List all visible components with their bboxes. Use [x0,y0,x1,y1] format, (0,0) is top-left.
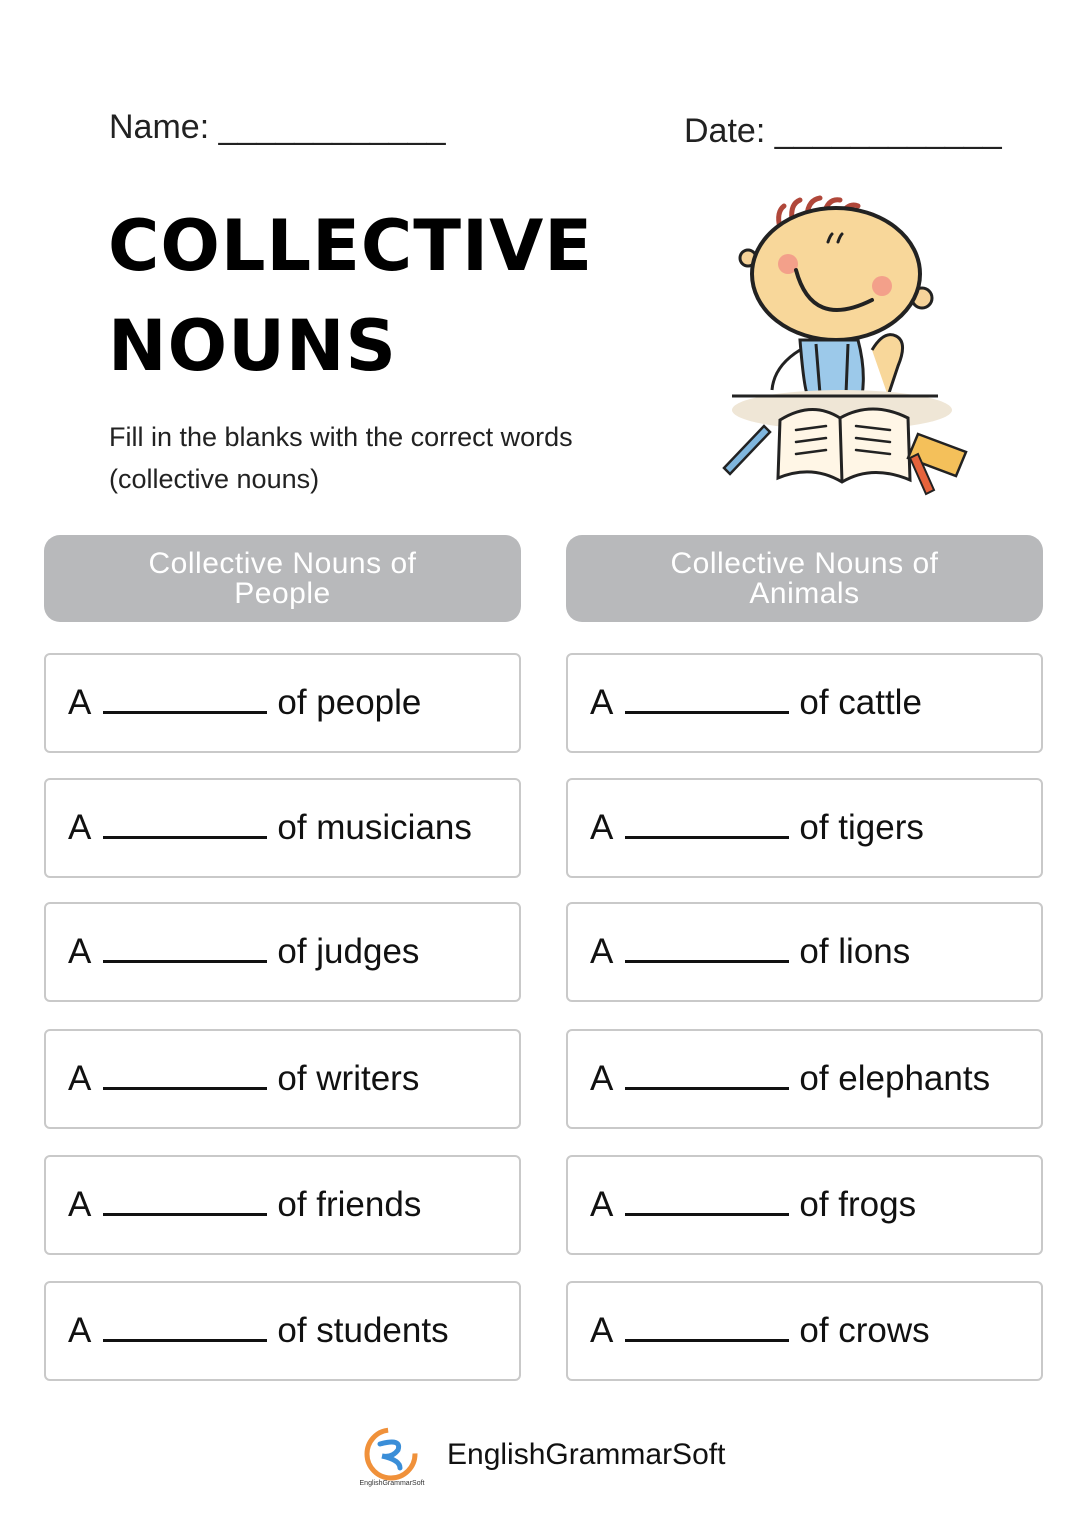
item-prefix: A [590,808,614,847]
item-prefix: A [590,932,614,971]
answer-blank [103,1339,267,1342]
name-field-label: Name: ____________ [109,108,446,146]
item-prefix: A [68,1059,92,1098]
answer-blank [625,960,789,963]
answer-blank [103,836,267,839]
list-item [44,1281,521,1381]
answer-blank [103,711,267,714]
list-item [44,1155,521,1255]
item-suffix: of frogs [799,1185,917,1224]
title-line-1: COLLECTIVE [108,205,594,287]
item-suffix: of friends [277,1185,422,1224]
list-item [566,653,1043,753]
item-prefix: A [590,1185,614,1224]
item-suffix: of lions [799,932,911,971]
item-prefix: A [590,1059,614,1098]
item-prefix: A [68,808,92,847]
title-line-2: NOUNS [108,305,397,387]
list-item [44,653,521,753]
animals-column-header: Collective Nouns of Animals [566,535,1043,622]
footer [0,1420,1086,1500]
answer-blank [625,1087,789,1090]
list-item [566,902,1043,1002]
item-prefix: A [590,683,614,722]
date-field-label: Date: ____________ [684,112,1002,150]
logo-caption: EnglishGrammarSoft [359,1480,425,1487]
answer-blank [625,1339,789,1342]
item-prefix: A [590,1311,614,1350]
item-suffix: of people [277,683,422,722]
list-item [566,778,1043,878]
answer-blank [103,960,267,963]
list-item [566,1155,1043,1255]
answer-blank [625,836,789,839]
list-item [44,778,521,878]
answer-blank [625,1213,789,1216]
list-item [44,1029,521,1129]
item-suffix: of tigers [799,808,924,847]
answer-blank [103,1213,267,1216]
list-item [566,1281,1043,1381]
item-suffix: of writers [277,1059,420,1098]
item-suffix: of crows [799,1311,930,1350]
item-suffix: of students [277,1311,449,1350]
item-prefix: A [68,1185,92,1224]
item-prefix: A [68,1311,92,1350]
item-prefix: A [68,683,92,722]
people-column-header: Collective Nouns of People [44,535,521,622]
item-prefix: A [68,932,92,971]
list-item [44,902,521,1002]
brand-name[interactable]: EnglishGrammarSoft [447,1438,726,1471]
item-suffix: of musicians [277,808,472,847]
item-suffix: of judges [277,932,420,971]
item-suffix: of cattle [799,683,922,722]
worksheet-title [108,196,593,396]
instructions-text: Fill in the blanks with the correct words (collective nouns) [109,422,573,494]
answer-blank [625,711,789,714]
answer-blank [103,1087,267,1090]
item-suffix: of elephants [799,1059,991,1098]
list-item [566,1029,1043,1129]
child-reading-book-icon [712,190,982,500]
